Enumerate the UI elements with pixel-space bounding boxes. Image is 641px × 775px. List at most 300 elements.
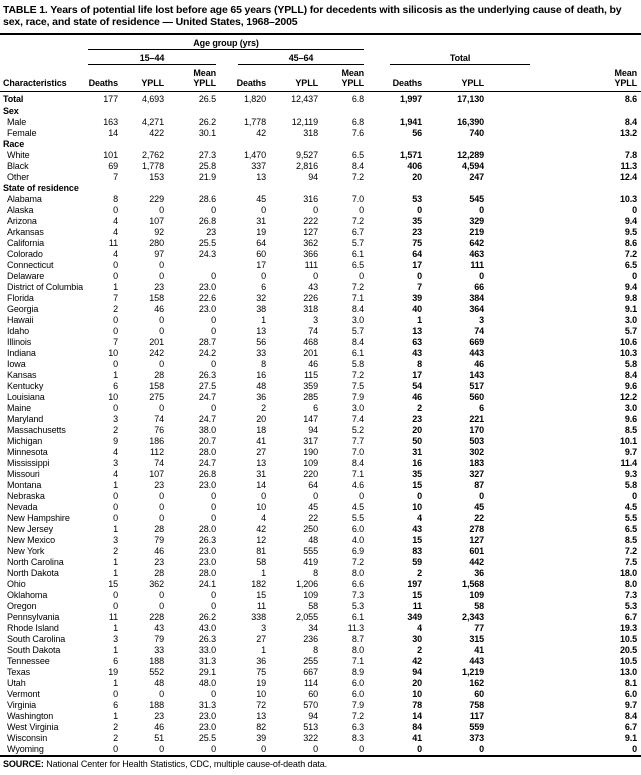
table-cell: 60 (256, 249, 266, 259)
table-cell: 8.0 (351, 645, 365, 655)
table-cell: 77 (474, 623, 485, 633)
table-cell: 0 (113, 513, 118, 523)
source-label: SOURCE: (3, 759, 44, 769)
table-row (0, 678, 641, 689)
table-cell: 158 (149, 293, 164, 303)
table-cell: 27 (256, 634, 266, 644)
table-cell: 6.1 (351, 249, 365, 259)
table-cell: 43.0 (198, 623, 216, 633)
table-cell: 72 (256, 700, 266, 710)
table-cell: 8.5 (624, 425, 638, 435)
table-cell: 1 (113, 711, 118, 721)
table-cell: 31 (256, 216, 266, 226)
table-cell: 16,390 (457, 117, 485, 127)
table-cell: 278 (469, 524, 485, 534)
corner-blank (0, 34, 88, 50)
table-row (0, 161, 641, 172)
table-row (0, 370, 641, 381)
source-note (0, 757, 641, 770)
table-cell: 20.7 (198, 436, 216, 446)
table-cell: 30.1 (198, 128, 216, 138)
table-row (0, 403, 641, 414)
table-cell: 46 (154, 722, 164, 732)
group-header-total: Total (390, 53, 530, 65)
table-cell: 275 (149, 392, 164, 402)
table-cell: 7.0 (351, 194, 365, 204)
table-cell: 6 (113, 700, 118, 710)
table-cell: 28 (154, 524, 164, 534)
table-cell: 58 (308, 601, 318, 611)
table-cell: 153 (149, 172, 164, 182)
table-cell: 10.5 (619, 656, 638, 666)
table-cell: 4 (417, 623, 423, 633)
row-label: Texas (7, 667, 31, 677)
table-cell: 1,820 (243, 94, 266, 104)
table-cell: 0 (113, 326, 118, 336)
table-cell: 10.5 (619, 634, 638, 644)
table-cell: 28 (154, 370, 164, 380)
table-cell: 14 (108, 128, 118, 138)
table-cell: 26.8 (198, 469, 216, 479)
table-cell: 112 (149, 447, 164, 457)
table-cell: 201 (149, 337, 164, 347)
table-cell: 9.5 (624, 227, 638, 237)
table-row (0, 348, 641, 359)
row-label: Michigan (7, 436, 43, 446)
table-row (0, 172, 641, 183)
table-cell: 23.0 (198, 480, 216, 490)
table-cell: 2 (113, 304, 118, 314)
table-cell: 247 (469, 172, 485, 182)
table-cell: 559 (469, 722, 485, 732)
table-cell: 10.1 (619, 436, 638, 446)
table-cell: 0 (211, 359, 216, 369)
col-header-mean-ypll-15-44: Mean YPLL (164, 65, 216, 92)
table-cell: 6 (313, 403, 318, 413)
table-cell: 0 (261, 491, 266, 501)
table-cell: 18.0 (619, 568, 638, 578)
row-label: Nebraska (7, 491, 45, 501)
table-cell: 1 (113, 282, 118, 292)
table-cell: 21.9 (198, 172, 216, 182)
table-cell: 3 (261, 623, 266, 633)
table-cell: 54 (412, 381, 423, 391)
table-cell: 76 (154, 425, 164, 435)
table-cell: 0 (359, 205, 365, 215)
table-cell: 127 (303, 227, 318, 237)
table-cell: 32 (256, 293, 266, 303)
table-cell: 6.5 (351, 260, 365, 270)
table-row (0, 590, 641, 601)
table-cell: 0 (417, 744, 423, 754)
table-cell: 11.3 (620, 161, 638, 171)
table-cell: 15 (256, 590, 266, 600)
table-cell: 56 (412, 128, 423, 138)
table-cell: 24.7 (198, 392, 216, 402)
table-cell: 109 (303, 590, 318, 600)
table-cell: 8.4 (351, 337, 365, 347)
table-cell: 24.3 (198, 249, 216, 259)
table-cell: 36 (256, 392, 266, 402)
table-cell: 7.0 (351, 447, 365, 457)
row-label: Kansas (7, 370, 37, 380)
table-cell: 322 (303, 733, 318, 743)
table-cell: 22 (474, 513, 485, 523)
table-cell: 22 (308, 513, 318, 523)
table-row (0, 513, 641, 524)
table-row (0, 359, 641, 370)
table-cell: 362 (303, 238, 318, 248)
table-cell: 359 (303, 381, 318, 391)
table-cell: 5.7 (351, 326, 365, 336)
table-row (0, 92, 641, 107)
table-cell: 4.0 (351, 535, 365, 545)
table-cell: 27 (256, 447, 266, 457)
table-cell: 69 (108, 161, 118, 171)
row-label: Alabama (7, 194, 42, 204)
table-cell: 23 (154, 282, 164, 292)
table-cell: 109 (469, 590, 485, 600)
group-header-15-44: 15–44 (88, 53, 216, 65)
row-label: Vermont (7, 689, 40, 699)
table-cell: 6 (261, 282, 266, 292)
table-cell: 226 (303, 293, 318, 303)
table-cell: 6.1 (351, 348, 365, 358)
blank-spacer (364, 34, 641, 50)
table-cell: 0 (632, 491, 638, 501)
table-cell: 41 (256, 436, 266, 446)
table-cell: 26.3 (198, 535, 216, 545)
table-cell: 12,119 (291, 117, 318, 127)
table-cell: 1 (113, 645, 118, 655)
table-cell: 39 (256, 733, 266, 743)
table-cell: 329 (469, 216, 485, 226)
table-row (0, 711, 641, 722)
table-cell: 177 (103, 94, 118, 104)
table-cell: 0 (261, 744, 266, 754)
table-row (0, 238, 641, 249)
table-cell: 5.7 (624, 326, 638, 336)
table-cell: 0 (159, 590, 164, 600)
table-cell: 7.1 (351, 656, 365, 666)
table-cell: 12.4 (619, 172, 638, 182)
table-cell: 5.5 (351, 513, 365, 523)
table-cell: 517 (469, 381, 485, 391)
table-cell: 8.6 (624, 238, 638, 248)
table-cell: 3.0 (624, 403, 638, 413)
table-cell: 12,437 (291, 94, 318, 104)
table-cell: 280 (149, 238, 164, 248)
table-cell: 740 (469, 128, 485, 138)
table-row (0, 612, 641, 623)
table-row (0, 700, 641, 711)
table-cell: 23 (154, 480, 164, 490)
table-cell: 18 (256, 425, 266, 435)
table-row (0, 337, 641, 348)
table-cell: 642 (469, 238, 485, 248)
table-cell: 8.6 (624, 94, 638, 104)
table-cell: 48 (256, 381, 266, 391)
table-cell: 23.0 (198, 711, 216, 721)
table-cell: 9.6 (624, 414, 638, 424)
table-row (0, 447, 641, 458)
table-cell: 4,693 (141, 94, 164, 104)
group-header-45-64: 45–64 (238, 53, 364, 65)
table-cell: 94 (308, 711, 318, 721)
table-cell: 0 (159, 491, 164, 501)
table-row (0, 128, 641, 139)
table-cell: 8 (417, 359, 423, 369)
row-label: Indiana (7, 348, 36, 358)
table-cell: 229 (149, 194, 164, 204)
table-cell: 0 (113, 260, 118, 270)
table-cell: 1 (113, 623, 118, 633)
table-cell: 163 (103, 117, 118, 127)
table-cell: 0 (159, 260, 164, 270)
table-cell: 219 (469, 227, 485, 237)
table-cell: 0 (113, 744, 118, 754)
table-cell: 24.1 (198, 579, 216, 589)
table-cell: 6.0 (351, 689, 365, 699)
table-cell: 8.5 (624, 535, 638, 545)
table-cell: 3.0 (351, 315, 365, 325)
table-cell: 9 (113, 436, 118, 446)
table-cell: 242 (149, 348, 164, 358)
table-cell: 117 (469, 711, 485, 721)
table-cell: 8.4 (351, 304, 365, 314)
table-cell: 9.8 (624, 293, 638, 303)
table-cell: 15 (108, 579, 118, 589)
table-cell: 94 (308, 425, 318, 435)
row-label: Montana (7, 480, 42, 490)
table-cell: 0 (211, 403, 216, 413)
table-cell: 667 (303, 667, 318, 677)
table-cell: 2 (261, 403, 266, 413)
table-cell: 0 (159, 271, 164, 281)
table-cell: 220 (303, 469, 318, 479)
source-text: National Center for Health Statistics, CDC, multiple cause-of-death data. (46, 759, 328, 769)
table-cell: 7.9 (351, 700, 365, 710)
table-row (0, 656, 641, 667)
table-cell: 97 (154, 249, 164, 259)
col-header-ypll-15-44: YPLL (118, 65, 164, 92)
table-cell: 7.2 (351, 282, 365, 292)
table-cell: 42 (256, 128, 266, 138)
table-cell: 87 (474, 480, 485, 490)
table-cell: 83 (412, 546, 423, 556)
table-cell: 23 (412, 227, 423, 237)
row-label: Arizona (7, 216, 37, 226)
header-row-groups (0, 50, 641, 65)
table-cell: 0 (211, 513, 216, 523)
table-cell: 0 (313, 271, 318, 281)
table-cell: 364 (469, 304, 485, 314)
table-row (0, 535, 641, 546)
table-cell: 0 (113, 205, 118, 215)
table-cell: 0 (417, 205, 423, 215)
table-cell: 20 (412, 172, 423, 182)
row-label: Male (7, 117, 27, 127)
table-cell: 26.5 (198, 94, 216, 104)
table-cell: 318 (303, 304, 318, 314)
table-cell: 31 (412, 447, 423, 457)
table-cell: 0 (113, 315, 118, 325)
row-label: South Dakota (7, 645, 61, 655)
table-cell: 26.3 (198, 370, 216, 380)
table-cell: 33 (154, 645, 164, 655)
table-cell: 545 (469, 194, 485, 204)
table-cell: 0 (261, 205, 266, 215)
table-cell: 7.2 (351, 172, 365, 182)
table-cell: 6.9 (351, 546, 365, 556)
table-cell: 221 (469, 414, 485, 424)
row-label: Wyoming (7, 744, 44, 754)
row-label: Sex (3, 106, 19, 116)
row-label: Virginia (7, 700, 37, 710)
table-cell: 8.7 (351, 634, 365, 644)
table-cell: 59 (412, 557, 423, 567)
table-cell: 7 (113, 293, 118, 303)
table-cell: 7.3 (351, 590, 365, 600)
table-cell: 9.4 (624, 282, 638, 292)
col-header-ypll-total: YPLL (422, 65, 484, 92)
header-row-columns (0, 65, 641, 92)
table-cell: 43 (412, 524, 423, 534)
table-cell: 669 (469, 337, 485, 347)
table-cell: 13 (256, 458, 266, 468)
table-cell: 8.4 (624, 117, 638, 127)
col-header-mean-ypll-total: Mean YPLL (484, 65, 641, 92)
table-cell: 186 (149, 436, 164, 446)
table-row (0, 689, 641, 700)
row-label: Maine (7, 403, 32, 413)
table-cell: 9.7 (624, 700, 638, 710)
table-cell: 0 (113, 601, 118, 611)
table-cell: 0 (113, 502, 118, 512)
row-label: West Virginia (7, 722, 59, 732)
row-label: State of residence (3, 183, 79, 193)
table-cell: 8 (113, 194, 118, 204)
table-cell: 0 (632, 271, 638, 281)
table-cell: 17,130 (457, 94, 485, 104)
table-cell: 11.4 (620, 458, 638, 468)
table-row (0, 293, 641, 304)
table-cell: 23.0 (198, 304, 216, 314)
table-cell: 8.3 (351, 733, 365, 743)
table-cell: 19 (108, 667, 118, 677)
table-row (0, 568, 641, 579)
row-label: Utah (7, 678, 26, 688)
table-cell: 1 (113, 524, 118, 534)
table-cell: 15 (412, 535, 423, 545)
table-cell: 23 (206, 227, 216, 237)
table-cell: 6.8 (351, 94, 365, 104)
table-cell: 13 (412, 326, 423, 336)
table-cell: 183 (469, 458, 485, 468)
table-cell: 38.0 (198, 425, 216, 435)
table-cell: 29.1 (198, 667, 216, 677)
table-cell: 101 (103, 150, 118, 160)
table-row (0, 557, 641, 568)
table-cell: 28.7 (198, 337, 216, 347)
table-cell: 5.8 (624, 359, 638, 369)
table-cell: 1 (113, 678, 118, 688)
row-label: District of Columbia (7, 282, 84, 292)
table-cell: 5.3 (624, 601, 638, 611)
table-cell: 8 (261, 359, 266, 369)
table-cell: 349 (407, 612, 423, 622)
table-row (0, 744, 641, 756)
table-row (0, 491, 641, 502)
table-cell: 7.7 (351, 436, 365, 446)
table-cell: 2 (113, 546, 118, 556)
table-cell: 12.2 (619, 392, 638, 402)
table-cell: 1 (417, 315, 423, 325)
table-cell: 24.7 (198, 458, 216, 468)
table-cell: 16 (412, 458, 423, 468)
table-cell: 48 (154, 678, 164, 688)
col-header-mean-ypll-45-64: Mean YPLL (318, 65, 364, 92)
table-row (0, 216, 641, 227)
table-cell: 81 (256, 546, 266, 556)
table-cell: 12 (256, 535, 266, 545)
row-label: Hawaii (7, 315, 34, 325)
table-cell: 6.7 (624, 612, 638, 622)
table-cell: 36 (256, 656, 266, 666)
table-cell: 406 (407, 161, 423, 171)
table-cell: 25.5 (198, 733, 216, 743)
table-cell: 6 (113, 656, 118, 666)
table-cell: 1 (113, 370, 118, 380)
table-cell: 6.7 (351, 227, 365, 237)
table-cell: 7.9 (351, 392, 365, 402)
row-label: Mississippi (7, 458, 50, 468)
table-cell: 3 (113, 414, 118, 424)
table-cell: 20.5 (619, 645, 638, 655)
row-label: South Carolina (7, 634, 66, 644)
table-cell: 5.8 (624, 480, 638, 490)
table-cell: 27.3 (198, 150, 216, 160)
table-cell: 6.8 (351, 117, 365, 127)
table-cell: 4.5 (351, 502, 365, 512)
table-cell: 0 (479, 744, 485, 754)
table-cell: 250 (303, 524, 318, 534)
table-row (0, 381, 641, 392)
table-cell: 13.0 (619, 667, 638, 677)
table-cell: 0 (417, 271, 423, 281)
section-row (0, 106, 641, 117)
table-cell: 8 (313, 568, 318, 578)
table-row (0, 150, 641, 161)
table-cell: 10.3 (619, 348, 638, 358)
table-cell: 468 (303, 337, 318, 347)
table-cell: 0 (359, 491, 365, 501)
table-cell: 107 (149, 216, 164, 226)
table-row (0, 315, 641, 326)
row-label: New Jersey (7, 524, 54, 534)
table-row (0, 194, 641, 205)
table-cell: 5.2 (351, 425, 365, 435)
table-cell: 45 (308, 502, 318, 512)
row-label: Tennessee (7, 656, 50, 666)
row-label: Other (7, 172, 30, 182)
table-cell: 23 (412, 414, 423, 424)
table-cell: 40 (412, 304, 423, 314)
table-cell: 19 (256, 227, 266, 237)
table-cell: 46 (154, 304, 164, 314)
table-cell: 25.8 (198, 161, 216, 171)
table-cell: 552 (149, 667, 164, 677)
